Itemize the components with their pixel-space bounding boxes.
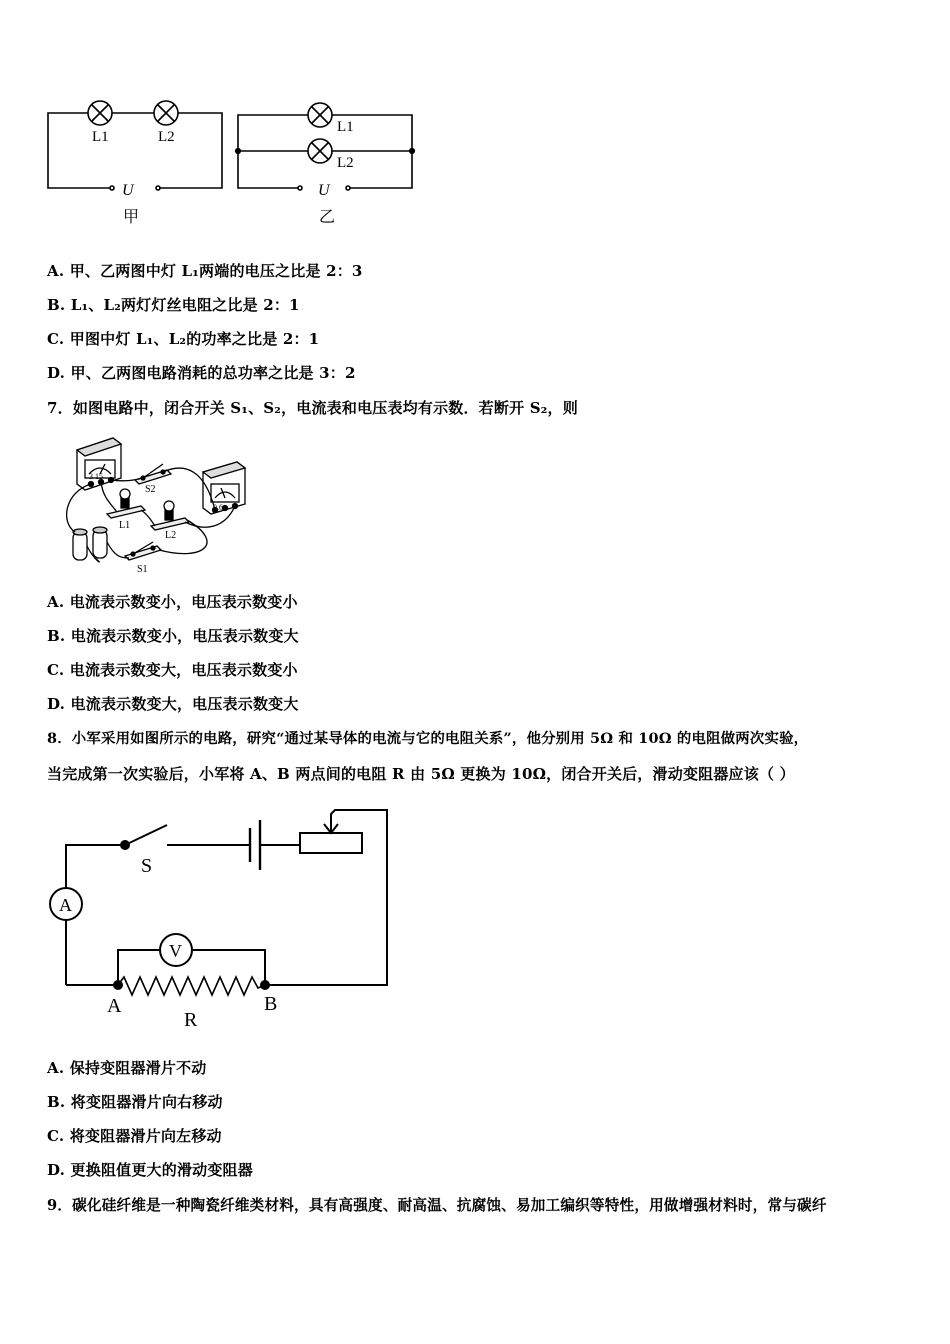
parallel-circuit xyxy=(236,103,415,190)
q7-option-c[interactable]: C. 电流表示数变大，电压表示数变小 xyxy=(47,661,298,679)
figure-q8-circuit xyxy=(45,800,405,1040)
switch-s2-icon xyxy=(135,464,171,484)
lamp-l1-icon xyxy=(107,489,145,518)
q6-option-b[interactable]: B. L₁、L₂两灯灯丝电阻之比是 2：1 xyxy=(47,296,300,314)
q8-option-c[interactable]: C. 将变阻器滑片向左移动 xyxy=(47,1127,222,1145)
voltmeter-label: V xyxy=(169,941,182,961)
resistor-label: R xyxy=(184,1009,198,1031)
q6-option-d[interactable]: D. 甲、乙两图电路消耗的总功率之比是 3：2 xyxy=(47,364,356,382)
q7-option-a[interactable]: A. 电流表示数变小，电压表示数变小 xyxy=(47,593,298,611)
q9-stem: 9．碳化硅纤维是一种陶瓷纤维类材料，具有高强度、耐高温、抗腐蚀、易加工编织等特性，用做增强材料时，常与碳纤 xyxy=(47,1197,827,1214)
figure-physical-circuit xyxy=(55,432,255,577)
ammeter-label: A xyxy=(59,895,72,915)
battery-icon xyxy=(73,527,107,560)
parallel-u-label: U xyxy=(318,182,330,199)
q7-option-b[interactable]: B. 电流表示数变小，电压表示数变大 xyxy=(47,627,299,645)
switch-s-icon xyxy=(125,825,167,845)
q8-option-d[interactable]: D. 更换阻值更大的滑动变阻器 xyxy=(47,1161,253,1179)
series-l1-label: L1 xyxy=(92,129,109,145)
point-a-label: A xyxy=(107,995,122,1017)
series-caption: 甲 xyxy=(123,209,140,226)
voltmeter-icon xyxy=(203,462,245,514)
s1-label: S1 xyxy=(137,564,148,575)
s2-label: S2 xyxy=(145,484,156,495)
ammeter-scale-label: 3 15 xyxy=(89,472,103,481)
l1-label: L1 xyxy=(119,520,131,531)
q8-option-a[interactable]: A. 保持变阻器滑片不动 xyxy=(47,1059,207,1077)
q8-stem-line-2: 当完成第一次实验后，小军将 A、B 两点间的电阻 R 由 5Ω 更换为 10Ω，闭合开关后，滑动变阻器应该（ ） xyxy=(47,765,795,783)
voltmeter-scale-label: 0.6 xyxy=(213,503,223,512)
q6-option-a[interactable]: A. 甲、乙两图中灯 L₁两端的电压之比是 2：3 xyxy=(47,262,363,280)
q7-option-d[interactable]: D. 电流表示数变大，电压表示数变大 xyxy=(47,695,299,713)
switch-label: S xyxy=(141,855,153,877)
ammeter-icon xyxy=(77,438,121,490)
q7-stem: 7．如图电路中，闭合开关 S₁、S₂，电流表和电压表均有示数．若断开 S₂，则 xyxy=(47,399,578,417)
parallel-l1-label: L1 xyxy=(337,119,354,135)
q6-option-c[interactable]: C. 甲图中灯 L₁、L₂的功率之比是 2：1 xyxy=(47,330,320,348)
series-l2-label: L2 xyxy=(158,129,175,145)
l2-label: L2 xyxy=(165,530,177,541)
series-u-label: U xyxy=(122,182,134,199)
parallel-caption: 乙 xyxy=(319,209,336,226)
series-circuit xyxy=(48,101,222,190)
switch-s1-icon xyxy=(125,542,161,560)
point-b-label: B xyxy=(264,993,278,1015)
resistor-r-icon xyxy=(118,977,265,995)
parallel-l2-label: L2 xyxy=(337,155,354,171)
q8-stem-line-1: 8．小军采用如图所示的电路，研究“通过某导体的电流与它的电阻关系”，他分别用 5Ω 和 10Ω 的电阻做两次实验， xyxy=(47,730,809,747)
lamp-l2-icon xyxy=(151,501,189,530)
rheostat-icon xyxy=(300,833,362,853)
figure-series-parallel-circuits xyxy=(40,95,430,230)
q8-option-b[interactable]: B. 将变阻器滑片向右移动 xyxy=(47,1093,223,1111)
